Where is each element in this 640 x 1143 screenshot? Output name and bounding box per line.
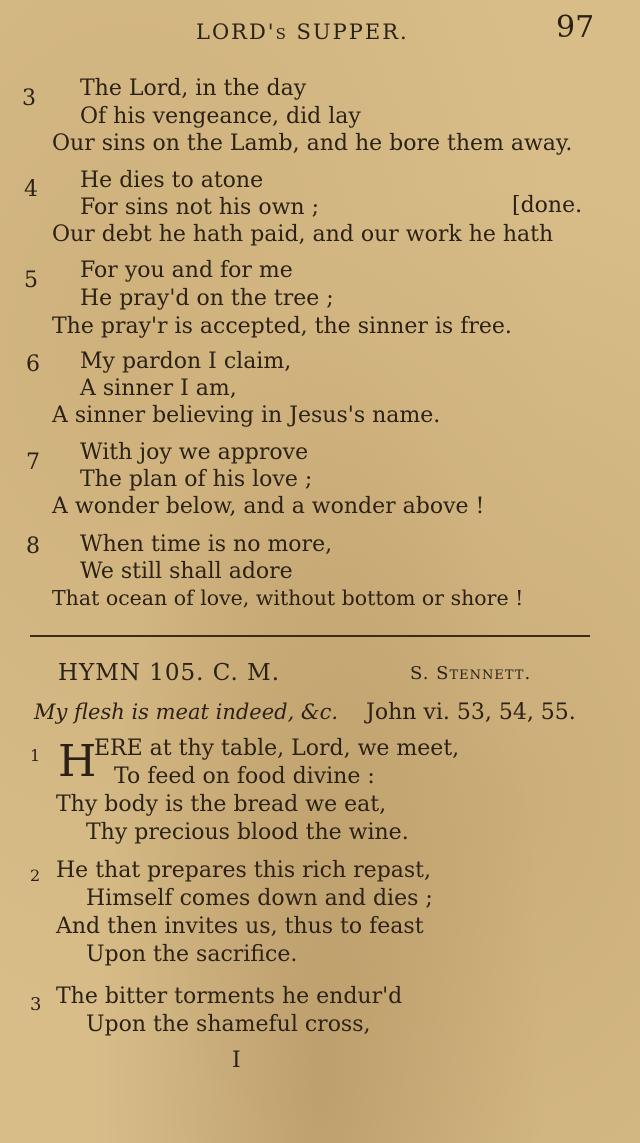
verse-line: The pray'r is accepted, the sinner is free. xyxy=(52,314,512,339)
verse-line: The plan of his love ; xyxy=(80,467,313,492)
verse-line: And then invites us, thus to feast xyxy=(56,914,424,939)
section-rule xyxy=(30,635,590,637)
verse-line: The Lord, in the day xyxy=(80,76,307,101)
drop-cap: H xyxy=(58,736,97,787)
verse-line: A sinner believing in Jesus's name. xyxy=(52,403,441,428)
running-header: LORD's SUPPER. xyxy=(196,20,409,44)
hymn-author: S. Stennett. xyxy=(410,663,532,684)
stanza-number: 1 xyxy=(30,746,41,765)
verse-line: He that prepares this rich repast, xyxy=(56,858,432,883)
verse-line: For sins not his own ; xyxy=(80,195,319,220)
scripture-text-italic: My flesh is meat indeed, &c. xyxy=(34,700,339,724)
stanza-number: 2 xyxy=(30,866,41,885)
stanza-number: 3 xyxy=(30,994,42,1015)
stanza-number: 5 xyxy=(24,268,38,293)
verse-line: When time is no more, xyxy=(80,532,333,557)
verse-line: Upon the sacrifice. xyxy=(86,942,298,967)
verse-line: A sinner I am, xyxy=(80,376,237,401)
verse-line: Thy precious blood the wine. xyxy=(86,820,409,845)
verse-line: Upon the shameful cross, xyxy=(86,1012,371,1037)
scripture-reference: John vi. 53, 54, 55. xyxy=(366,700,576,725)
verse-line: To feed on food divine : xyxy=(114,764,375,789)
page-number: 97 xyxy=(556,10,595,45)
verse-line: The bitter torments he endur'd xyxy=(56,984,403,1009)
verse-line-turnover: [done. xyxy=(512,193,583,218)
hymn-title: HYMN 105. C. M. xyxy=(58,660,281,686)
verse-line: My pardon I claim, xyxy=(80,349,292,374)
verse-line: We still shall adore xyxy=(80,559,293,584)
verse-line: For you and for me xyxy=(80,258,293,283)
stanza-number: 8 xyxy=(26,534,40,559)
verse-line: Of his vengeance, did lay xyxy=(80,104,361,129)
verse-line: Himself comes down and dies ; xyxy=(86,886,433,911)
verse-line: Thy body is the bread we eat, xyxy=(56,792,387,817)
verse-line: With joy we approve xyxy=(80,440,309,465)
verse-line: He dies to atone xyxy=(80,168,264,193)
stanza-number: 4 xyxy=(24,177,38,202)
stanza-number: 6 xyxy=(26,352,40,377)
signature-mark: I xyxy=(232,1048,241,1073)
verse-line: He pray'd on the tree ; xyxy=(80,286,334,311)
stanza-number: 3 xyxy=(22,86,36,111)
verse-line: ERE at thy table, Lord, we meet, xyxy=(94,736,460,761)
verse-line: Our debt he hath paid, and our work he hath xyxy=(52,222,554,247)
verse-line: A wonder below, and a wonder above ! xyxy=(52,494,485,519)
stanza-number: 7 xyxy=(26,450,40,475)
verse-line: That ocean of love, without bottom or shore ! xyxy=(52,586,524,610)
verse-line: Our sins on the Lamb, and he bore them away. xyxy=(52,131,573,156)
